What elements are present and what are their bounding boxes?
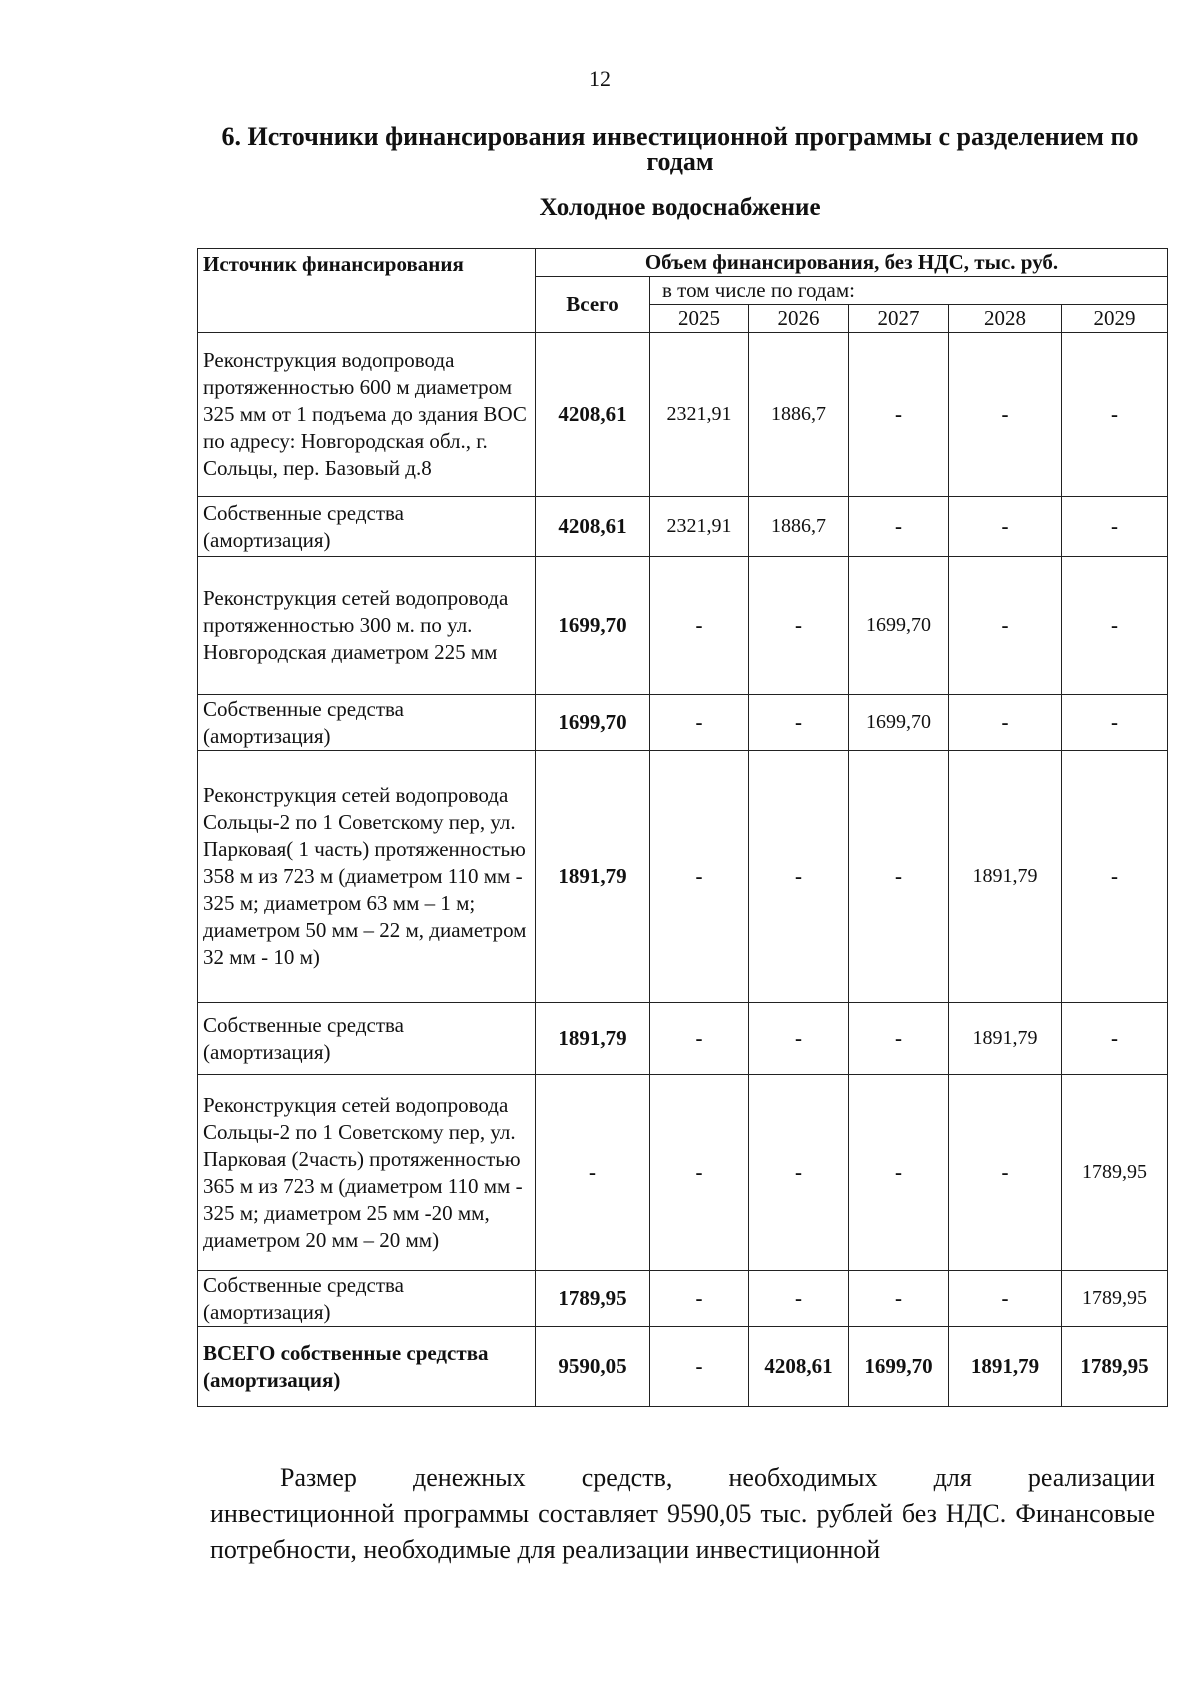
- row-value: -: [749, 557, 849, 695]
- page-number: 12: [589, 66, 611, 91]
- row-value: -: [650, 695, 749, 751]
- row-total: 1699,70: [536, 695, 650, 751]
- row-value: -: [849, 497, 949, 557]
- row-value: -: [849, 333, 949, 497]
- row-value: -: [650, 1075, 749, 1271]
- grand-total-year-value: -: [650, 1327, 749, 1407]
- header-year: 2027: [849, 305, 949, 333]
- row-value: -: [1062, 751, 1168, 1003]
- row-total: -: [536, 1075, 650, 1271]
- paragraph-first-line: Размер денежных средств, необходимых для реализации: [280, 1463, 1155, 1492]
- row-value: 1891,79: [949, 1003, 1062, 1075]
- row-value: -: [849, 1075, 949, 1271]
- row-value: -: [949, 557, 1062, 695]
- row-label: Реконструкция сетей водопровода Сольцы-2 по 1 Советскому пер, ул. Парковая( 1 часть) протяженностью 358 м из 723 м (диаметром 110 мм - 325 м; диаметром 63 мм – 1 м; диаметром 50 мм – 22 м, диаметром 32 мм - 10 м): [198, 751, 536, 1003]
- row-value: -: [749, 1271, 849, 1327]
- row-value: -: [749, 1003, 849, 1075]
- table-row: [198, 1075, 1168, 1271]
- row-value: 1699,70: [849, 557, 949, 695]
- table-row: [198, 751, 1168, 1003]
- body-paragraph: [210, 1460, 1155, 1568]
- grand-total-year-value: 1699,70: [849, 1327, 949, 1407]
- table-row: [198, 695, 1168, 751]
- row-value: -: [1062, 497, 1168, 557]
- row-value: 1699,70: [849, 695, 949, 751]
- row-value: -: [949, 695, 1062, 751]
- row-value: -: [949, 497, 1062, 557]
- header-year: 2028: [949, 305, 1062, 333]
- section-subtitle: Холодное водоснабжение: [539, 194, 821, 221]
- row-value: 1886,7: [749, 333, 849, 497]
- row-label: Реконструкция водопровода протяженностью 600 м диаметром 325 мм от 1 подъема до здания ВОС по адресу: Новгородская обл., г. Сольцы, пер. Базовый д.8: [198, 333, 536, 497]
- row-value: -: [650, 557, 749, 695]
- header-volume: Объем финансирования, без НДС, тыс. руб.: [536, 249, 1168, 277]
- row-total: 1699,70: [536, 557, 650, 695]
- table-row: [198, 557, 1168, 695]
- row-value: -: [1062, 1003, 1168, 1075]
- row-total: 1789,95: [536, 1271, 650, 1327]
- section-title: 6. Источники финансирования инвестиционной программы с разделением по годам: [221, 122, 1139, 176]
- row-value: -: [1062, 695, 1168, 751]
- grand-total-row: [198, 1327, 1168, 1407]
- grand-total-year-value: 1789,95: [1062, 1327, 1168, 1407]
- row-total: 1891,79: [536, 1003, 650, 1075]
- table-row: [198, 1271, 1168, 1327]
- row-value: -: [650, 751, 749, 1003]
- financing-table: [197, 248, 1168, 1407]
- grand-total-value: 9590,05: [536, 1327, 650, 1407]
- row-value: 1891,79: [949, 751, 1062, 1003]
- row-label: Собственные средства (амортизация): [198, 1271, 536, 1327]
- row-value: -: [849, 751, 949, 1003]
- header-year: 2029: [1062, 305, 1168, 333]
- row-value: -: [949, 333, 1062, 497]
- row-value: 1789,95: [1062, 1271, 1168, 1327]
- row-value: 2321,91: [650, 497, 749, 557]
- row-value: -: [949, 1075, 1062, 1271]
- row-label: Собственные средства (амортизация): [198, 497, 536, 557]
- row-total: 1891,79: [536, 751, 650, 1003]
- row-value: -: [1062, 333, 1168, 497]
- paragraph-continuation: инвестиционной программы составляет 9590,05 тыс. рублей без НДС. Финансовые потребности, необходимые для реализации инвестиционной: [210, 1499, 1155, 1564]
- row-value: -: [1062, 557, 1168, 695]
- header-year: 2025: [650, 305, 749, 333]
- row-value: -: [749, 1075, 849, 1271]
- row-label: Собственные средства (амортизация): [198, 1003, 536, 1075]
- row-value: -: [650, 1271, 749, 1327]
- row-value: -: [749, 751, 849, 1003]
- row-value: -: [650, 1003, 749, 1075]
- row-total: 4208,61: [536, 333, 650, 497]
- row-value: -: [749, 695, 849, 751]
- row-label: Реконструкция сетей водопровода протяженностью 300 м. по ул. Новгородская диаметром 225 мм: [198, 557, 536, 695]
- row-value: 1886,7: [749, 497, 849, 557]
- grand-total-year-value: 1891,79: [949, 1327, 1062, 1407]
- row-value: -: [849, 1271, 949, 1327]
- row-value: 1789,95: [1062, 1075, 1168, 1271]
- grand-total-year-value: 4208,61: [749, 1327, 849, 1407]
- header-source: Источник финансирования: [198, 249, 536, 333]
- header-by-years: в том числе по годам:: [650, 277, 1168, 305]
- row-value: -: [949, 1271, 1062, 1327]
- row-value: 2321,91: [650, 333, 749, 497]
- row-label: Собственные средства (амортизация): [198, 695, 536, 751]
- table-row: [198, 1003, 1168, 1075]
- table-row: [198, 497, 1168, 557]
- header-total: Всего: [536, 277, 650, 333]
- table-row: [198, 333, 1168, 497]
- grand-total-label: ВСЕГО собственные средства (амортизация): [198, 1327, 536, 1407]
- header-year: 2026: [749, 305, 849, 333]
- row-value: -: [849, 1003, 949, 1075]
- row-total: 4208,61: [536, 497, 650, 557]
- row-label: Реконструкция сетей водопровода Сольцы-2 по 1 Советскому пер, ул. Парковая (2часть) протяженностью 365 м из 723 м (диаметром 110 мм - 325 м; диаметром 25 мм -20 мм, диаметром 20 мм – 20 мм): [198, 1075, 536, 1271]
